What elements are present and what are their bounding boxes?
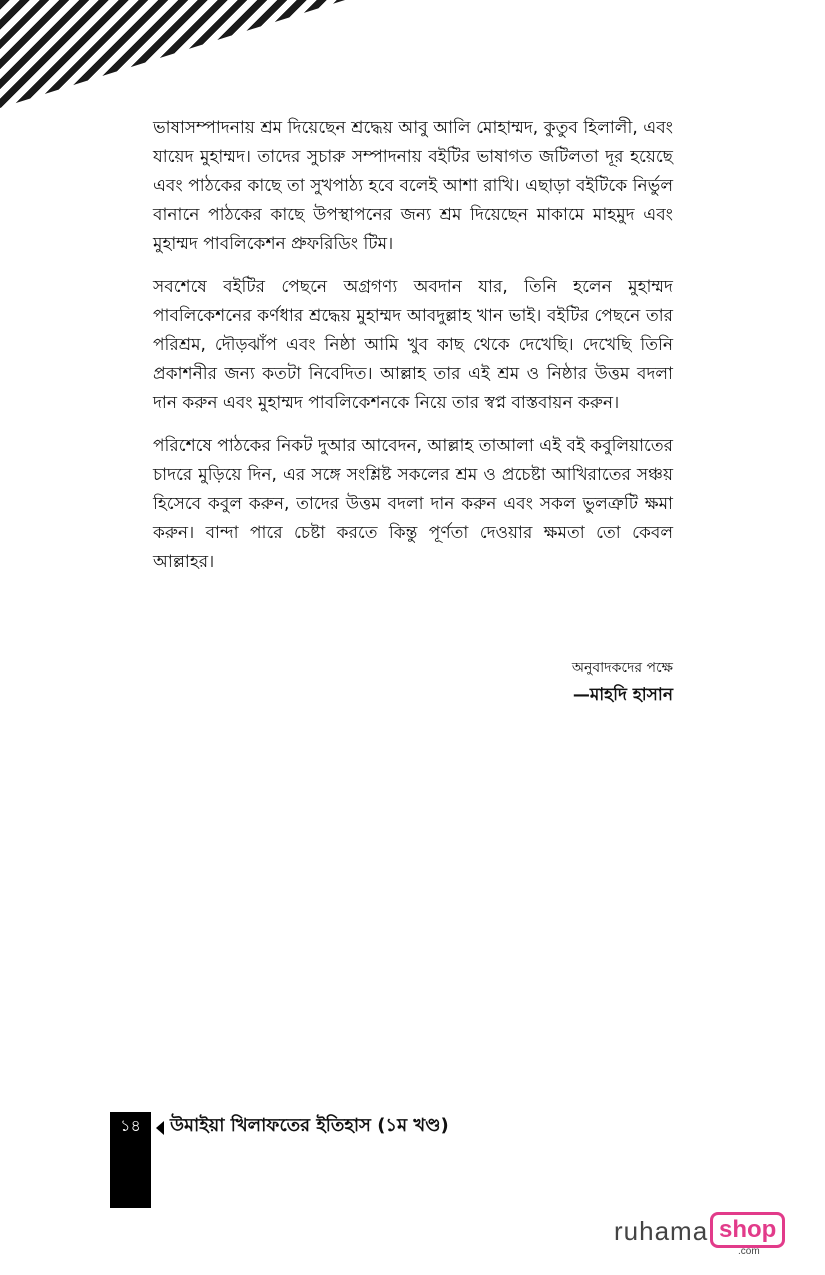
signature-label: অনুবাদকদের পক্ষে	[571, 660, 673, 676]
signature-name: —মাহদি হাসান	[572, 685, 673, 705]
paragraph-1: ভাষাসম্পাদনায় শ্রম দিয়েছেন শ্রদ্ধেয় আবু আলি মোহাম্মদ, কুতুব হিলালী, এবং যায়েদ মুহাম্মদ। তাদের সুচারু সম্পাদনায় বইটির ভাষাগত জটিলতা দূর হয়েছে এবং পাঠকের কাছে তা সুখপাঠ্য হবে বলেই আশা রাখি। এছাড়া বইটিকে নির্ভুল বানানে পাঠকের কাছে উপস্থাপনের জন্য শ্রম দিয়েছেন মাকামে মাহমুদ এবং মুহাম্মদ পাবলিকেশন প্রুফরিডিং টিম।	[153, 118, 673, 254]
acknowledgement-text	[153, 114, 673, 591]
brand-shop-text: shop	[710, 1212, 785, 1248]
ruhamashop-watermark	[614, 1210, 784, 1262]
signature-block	[572, 656, 673, 710]
corner-stripes-decoration	[0, 0, 345, 108]
page-number: ১৪	[120, 1116, 141, 1135]
paragraph-3: পরিশেষে পাঠকের নিকট দুআর আবেদন, আল্লাহ তাআলা এই বই কবুলিয়াতের চাদরে মুড়িয়ে দিন, এর সঙ্গে সংশ্লিষ্ট সকলের শ্রম ও প্রচেষ্টা আখিরাতের সঞ্চয় হিসেবে কবুল করুন, তাদের উত্তম বদলা দান করুন এবং সকল ভুলত্রুটি ক্ষমা করুন। বান্দা পারে চেষ্টা করতে কিন্তু পূর্ণতা দেওয়ার ক্ষমতা তো কেবল আল্লাহর।	[153, 436, 673, 572]
brand-com-text: .com	[738, 1246, 760, 1257]
brand-ruhama-text: ruhama	[614, 1216, 709, 1246]
footer-book-title: উমাইয়া খিলাফতের ইতিহাস (১ম খণ্ড)	[170, 1115, 449, 1136]
triangle-left-icon	[156, 1121, 164, 1135]
paragraph-2: সবশেষে বইটির পেছনে অগ্রগণ্য অবদান যার, তিনি হলেন মুহাম্মদ পাবলিকেশনের কর্ণধার শ্রদ্ধেয় মুহাম্মদ আবদুল্লাহ খান ভাই। বইটির পেছনে তার পরিশ্রম, দৌড়ঝাঁপ এবং নিষ্ঠা আমি খুব কাছ থেকে দেখেছি। দেখেছি তিনি প্রকাশনীর জন্য কতটা নিবেদিত। আল্লাহ তার এই শ্রম ও নিষ্ঠার উত্তম বদলা দান করুন এবং মুহাম্মদ পাবলিকেশনকে নিয়ে তার স্বপ্ন বাস্তবায়ন করুন।	[153, 277, 673, 413]
